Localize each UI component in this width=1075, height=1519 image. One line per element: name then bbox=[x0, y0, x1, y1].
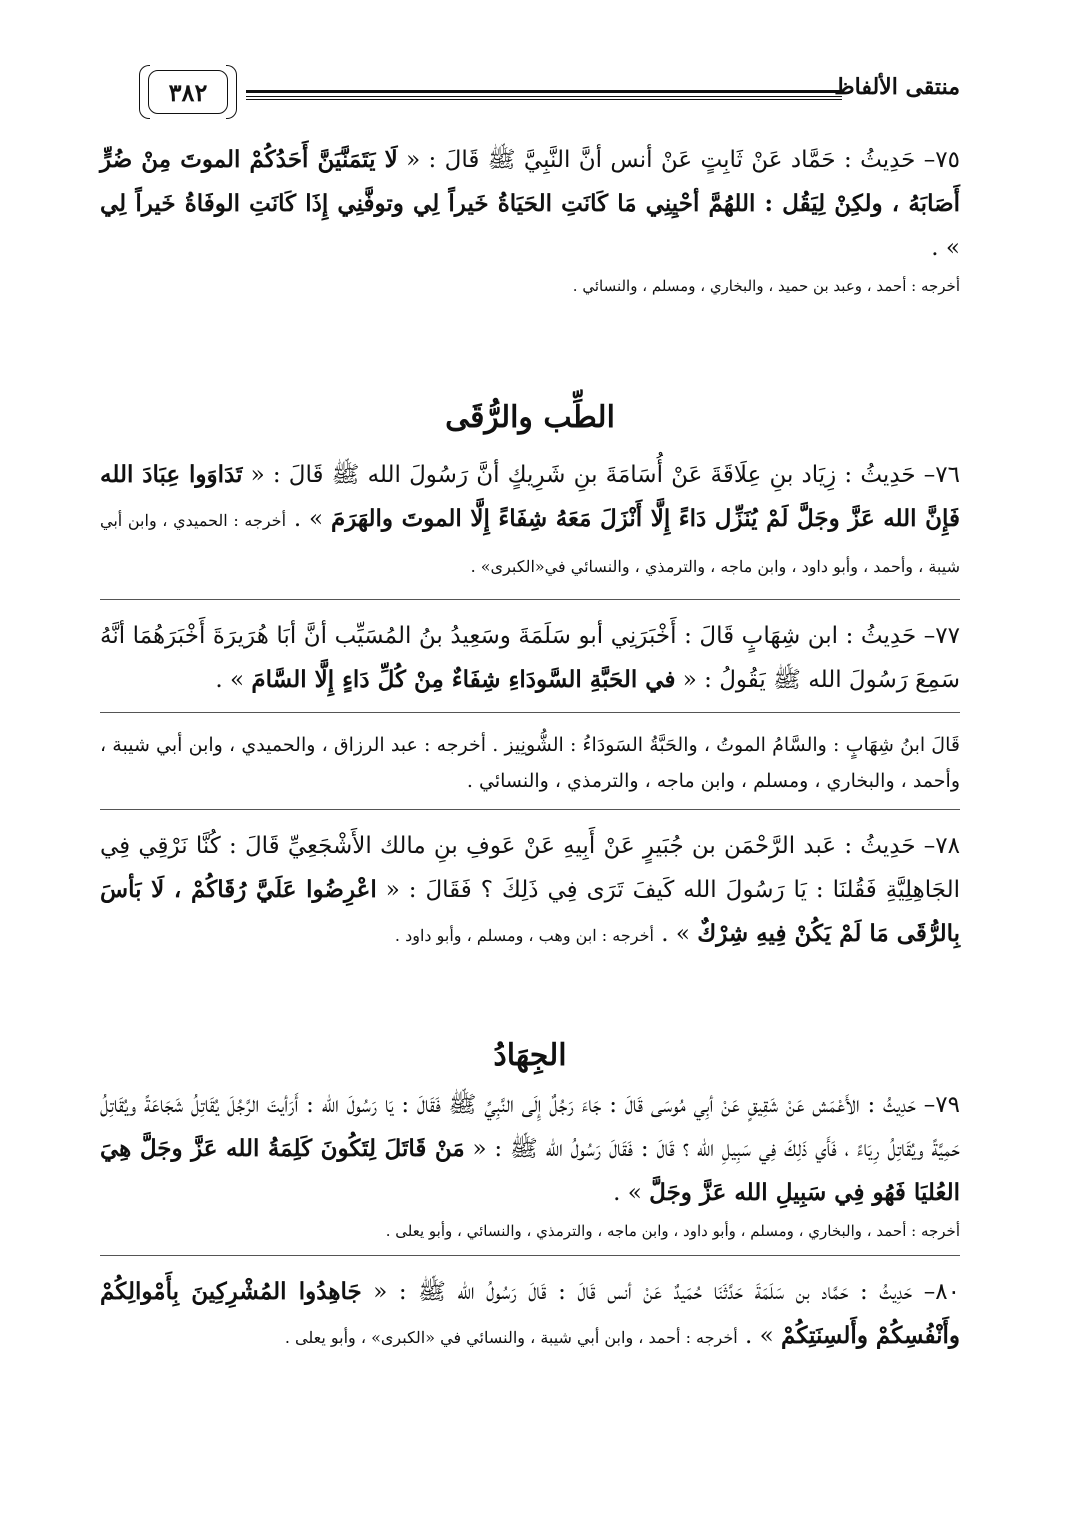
note-77: قَالَ ابنُ شِهَابٍ : والسَّامُ الموتُ ، والحَبَّةُ السَودَاءُ : الشُّونِيز . أخرجه : عبد الرزاق ، والحميدي ، وابن أبي شيبة ، وأحمد ، والبخاري ، ومسلم ، وابن ماجه ، والترمذي ، والنسائي . bbox=[100, 734, 960, 792]
quote-close: » . bbox=[215, 667, 245, 693]
page-header bbox=[100, 60, 960, 130]
quote-close: » . bbox=[661, 921, 690, 947]
quote-close: » . bbox=[931, 235, 960, 261]
hadith-number: ٧٥– bbox=[923, 147, 960, 173]
book-title: منتقى الألفاظ bbox=[834, 74, 960, 100]
hadith-matn: مَنْ قَاتَلَ لِتَكُونَ كَلِمَةُ الله عَزَّ وجَلَّ هِيَ العُليَا فَهُو فِي سَبِيلِ الله عَزَّ وجَلَّ bbox=[100, 1135, 960, 1206]
section-title-medicine: الطِّب والرُّقَى bbox=[445, 400, 615, 435]
hadith-number: ٨٠– bbox=[923, 1279, 960, 1305]
hadith-77 bbox=[100, 614, 960, 702]
divider bbox=[100, 599, 960, 600]
hadith-number: ٧٧– bbox=[923, 623, 960, 649]
hadith-isnad: حَدِيثُ : حَمَّاد عَنْ ثَابِتٍ عَنْ أنس أنَّ النَّبِيَّ ﷺ قَالَ : « bbox=[406, 147, 916, 173]
hadith-isnad: حَدِيثُ : زِيَاد بنِ عِلَاقَةَ عَنْ أُسَامَةَ بنِ شَرِيكٍ أنَّ رَسُولَ الله ﷺ قَالَ : « bbox=[250, 462, 916, 488]
hadith-isnad: حَدِيثُ : الأَعْمَش عَنْ شَقِيقٍ عَنْ أبِي مُوسَى قَالَ : جَاءَ رَجُلٌ إِلَى النَّبِيِّ ﷺ فَقَالَ : يَا رَسُولَ الله : أَرَأيتَ الرَّجُلَ يُقَاتِلُ شَجَاعَةً ويُقَاتِلُ حَمِيَّةً ويُقَاتِلُ رِيَاءً ، فَأَي ذَلِكَ فِي سَبِيلِ الله ؟ قَالَ : فَقَالَ رَسُولُ الله ﷺ : « bbox=[100, 1092, 961, 1162]
hadith-matn: جَاهِدُوا المُشْرِكِينَ بِأَمْوالِكُمْ وأَنْفُسِكُمْ وأَلسِنَتِكُمْ bbox=[100, 1278, 960, 1349]
hadith-number: ٧٦– bbox=[923, 462, 961, 488]
quote-close: » . bbox=[293, 506, 324, 532]
section-title-jihad: الجِهَادُ bbox=[493, 1038, 567, 1073]
hadith-isnad: حَدِيثُ : ابن شِهَابٍ قَالَ : أَخْبَرَنِي أبو سَلَمَةَ وسَعِيدُ بنُ المُسَيِّب أنَّ أبَا هُرَيرَةَ أَخْبَرَهُمَا أنَّهُ سَمِعَ رَسُولَ الله ﷺ يَقُولُ : « bbox=[100, 623, 960, 693]
hadith-matn: لَا يَتَمَنَّيَنَّ أَحَدُكُمْ الموتَ مِنْ ضُرٍّ أَصَابَهُ ، ولكِنْ لِيَقُل : اللهُمَّ أحْيِنِي مَا كَانَتِ الحَيَاةُ خَيراً لِي وتوفَّنِي إِذَا كَانَتِ الوفَاةُ خَيراً لِي bbox=[100, 146, 960, 217]
hadith-79 bbox=[100, 1083, 960, 1215]
hadith-isnad: حَدِيثُ : عَبد الرَّحْمَن بن جُبَيرٍ عَنْ أَبِيهِ عَنْ عَوفِ بنِ مالك الأَشْجَعِيِّ قَالَ : كُنَّا نَرْقِي فِي الجَاهِلِيَّةِ فَقُلنَا : يَا رَسُولَ الله كَيفَ تَرَى فِي ذَلِكَ ؟ فَقَالَ : « bbox=[100, 833, 961, 903]
divider bbox=[100, 712, 960, 713]
hadith-80 bbox=[100, 1270, 960, 1360]
takhrij-78: أخرجه : ابن وهب ، ومسلم ، وأبو داود . bbox=[394, 926, 654, 945]
hadith-isnad: حَدِيثُ : حَمَّاد بن سَلَمَةَ حَدَّثَنَا حُمَيدٌ عَنْ أنس قَالَ : قَالَ رَسُولُ الله ﷺ : « bbox=[373, 1279, 913, 1305]
header-thin-rule bbox=[246, 99, 842, 100]
hadith-matn: تَدَاوَوا عِبَادَ الله فَإِنَّ الله عَزَّ وجَلَّ لَمْ يُنَزِّل دَاءً إِلَّا أَنْزَلَ مَعَهُ شِفَاءً إِلَّا الموتَ والهَرَمَ bbox=[100, 461, 961, 532]
hadith-matn: في الحَبَّةِ السَّودَاءِ شِفَاءٌ مِنْ كُلِّ دَاءٍ إِلَّا السَّامَ bbox=[251, 666, 676, 693]
hadith-76 bbox=[100, 453, 960, 589]
hadith-matn: اعْرِضُوا عَلَيَّ رُقَاكُمْ ، لَا بَأسَ بِالرُّقَى مَا لَمْ يَكُنْ فِيهِ شِرْكٌ bbox=[100, 876, 960, 947]
divider bbox=[100, 809, 960, 810]
hadith-78 bbox=[100, 824, 960, 958]
takhrij-80: أخرجه : أحمد ، وابن أبي شيبة ، والنسائي في «الكبرى» ، وأبو يعلى . bbox=[284, 1328, 738, 1347]
quote-close: » . bbox=[745, 1323, 774, 1349]
takhrij-75: أخرجه : أحمد ، وعبد بن حميد ، والبخاري ، ومسلم ، والنسائي . bbox=[572, 277, 960, 295]
page-number: ٣٨٢ bbox=[148, 70, 228, 114]
page-body bbox=[100, 138, 960, 1360]
hadith-number: ٧٩– bbox=[923, 1092, 960, 1118]
takhrij-76: أخرجه : الحميدي ، وابن أبي شيبة ، وأحمد ، وأبو داود ، وابن ماجه ، والترمذي ، والنسائي في«الكبرى» . bbox=[100, 511, 960, 576]
header-double-rule bbox=[246, 90, 842, 97]
takhrij-79: أخرجه : أحمد ، والبخاري ، ومسلم ، وأبو داود ، وابن ماجه ، والترمذي ، والنسائي ، وأبو يعلى . bbox=[385, 1222, 960, 1240]
hadith-75 bbox=[100, 138, 960, 270]
divider bbox=[100, 1255, 960, 1256]
quote-close: » . bbox=[613, 1180, 642, 1206]
hadith-number: ٧٨– bbox=[923, 833, 960, 859]
